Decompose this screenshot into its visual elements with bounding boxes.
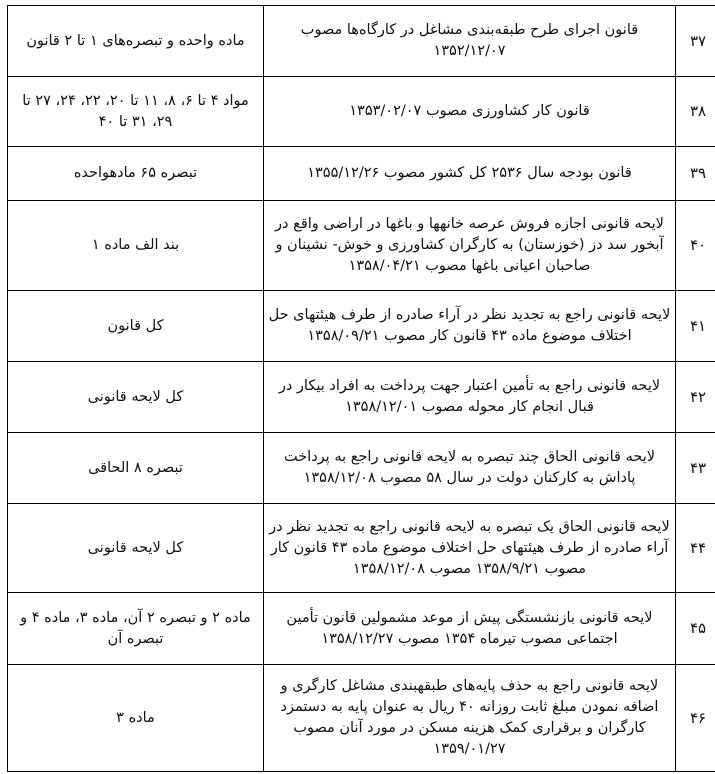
table-row bbox=[8, 201, 715, 291]
repealed-scope: کل لایحه قانونی bbox=[8, 504, 264, 593]
repealed-scope: ماده ۳ bbox=[8, 665, 264, 772]
law-title: قانون بودجه سال ۲۵۳۶ کل کشور مصوب ۱۳۵۵/۱۲/۲۶ bbox=[264, 147, 676, 201]
repealed-scope: کل قانون bbox=[8, 291, 264, 362]
law-title: قانون اجرای طرح طبقه‌بندی مشاغل در کارگاه‌ها مصوب ۱۳۵۲/۱۲/۰۷ bbox=[264, 6, 676, 77]
row-number: ۴۴ bbox=[676, 504, 715, 593]
row-number: ۴۶ bbox=[676, 665, 715, 772]
row-number: ۴۲ bbox=[676, 362, 715, 433]
row-number: ۴۰ bbox=[676, 201, 715, 291]
repealed-scope: مواد ۴ تا ۶، ۸، ۱۱ تا ۲۰، ۲۲، ۲۴، ۲۷ تا ۲۹، ۳۱ تا ۴۰ bbox=[8, 77, 264, 147]
repealed-scope: ماده ۲ و تبصره ۲ آن، ماده ۳، ماده ۴ و تبصره آن bbox=[8, 593, 264, 665]
law-title: لایحه قانونی بازنشستگی پیش از موعد مشمولین قانون تأمین اجتماعی مصوب تیرماه ۱۳۵۴ مصوب ۱۳۵۸/۱۲/۲۷ bbox=[264, 593, 676, 665]
repealed-scope: تبصره ۸ الحاقی bbox=[8, 433, 264, 504]
table-row bbox=[8, 593, 715, 665]
repealed-scope: ماده واحده و تبصره‌های ۱ تا ۲ قانون bbox=[8, 6, 264, 77]
table-row bbox=[8, 504, 715, 593]
repealed-scope: بند الف ماده ۱ bbox=[8, 201, 264, 291]
repealed-scope: تبصره ۶۵ مادهواحده bbox=[8, 147, 264, 201]
row-number: ۴۵ bbox=[676, 593, 715, 665]
row-number: ۳۷ bbox=[676, 6, 715, 77]
row-number: ۳۸ bbox=[676, 77, 715, 147]
law-title: لایحه قانونی اجازه فروش عرصه خانهها و باغها در اراضی واقع در آبخور سد دز (خوزستان) به کارگران کشاورزی و خوش- نشینان و صاحبان اعیانی باغها مصوب ۱۳۵۸/۰۴/۲۱ bbox=[264, 201, 676, 291]
law-title: لایحه قانونی الحاق چند تبصره به لایحه قانونی راجع به پرداخت پاداش به کارکنان دولت در سال ۵۸ مصوب ۱۳۵۸/۱۲/۰۸ bbox=[264, 433, 676, 504]
law-title: لایحه قانونی راجع به تجدید نظر در آراء صادره از طرف هیئتهای حل اختلاف موضوع ماده ۴۳ قانون کار مصوب ۱۳۵۸/۰۹/۲۱ bbox=[264, 291, 676, 362]
table-row bbox=[8, 362, 715, 433]
repealed-laws-table bbox=[7, 5, 715, 772]
table-row bbox=[8, 147, 715, 201]
table-row bbox=[8, 291, 715, 362]
law-title: لایحه قانونی راجع به حذف پایه‌های طبقهبندی مشاغل کارگری و اضافه نمودن مبلغ ثابت روزانه ۴۰ ریال به عنوان پایه به دستمزد کارگران و برقراری کمک هزینه مسکن در مورد آنان مصوب ۱۳۵۹/۰۱/۲۷ bbox=[264, 665, 676, 772]
repealed-scope: کل لایحه قانونی bbox=[8, 362, 264, 433]
law-title: لایحه قانونی الحاق یک تبصره به لایحه قانونی راجع به تجدید نظر در آراء صادره از طرف هیئتهای حل اختلاف موضوع ماده ۴۳ قانون کار مصوب ۱۳۵۸/۹/۲۱ مصوب ۱۳۵۸/۱۲/۰۸ bbox=[264, 504, 676, 593]
law-title: قانون کار کشاورزی مصوب ۱۳۵۳/۰۲/۰۷ bbox=[264, 77, 676, 147]
law-title: لایحه قانونی راجع به تأمین اعتبار جهت پرداخت به افراد بیکار در قبال انجام کار محوله مصوب ۱۳۵۸/۱۲/۰۱ bbox=[264, 362, 676, 433]
table-row bbox=[8, 433, 715, 504]
table-row bbox=[8, 77, 715, 147]
laws-table-container bbox=[7, 5, 707, 772]
row-number: ۳۹ bbox=[676, 147, 715, 201]
table-row bbox=[8, 665, 715, 772]
table-row bbox=[8, 6, 715, 77]
row-number: ۴۱ bbox=[676, 291, 715, 362]
row-number: ۴۳ bbox=[676, 433, 715, 504]
